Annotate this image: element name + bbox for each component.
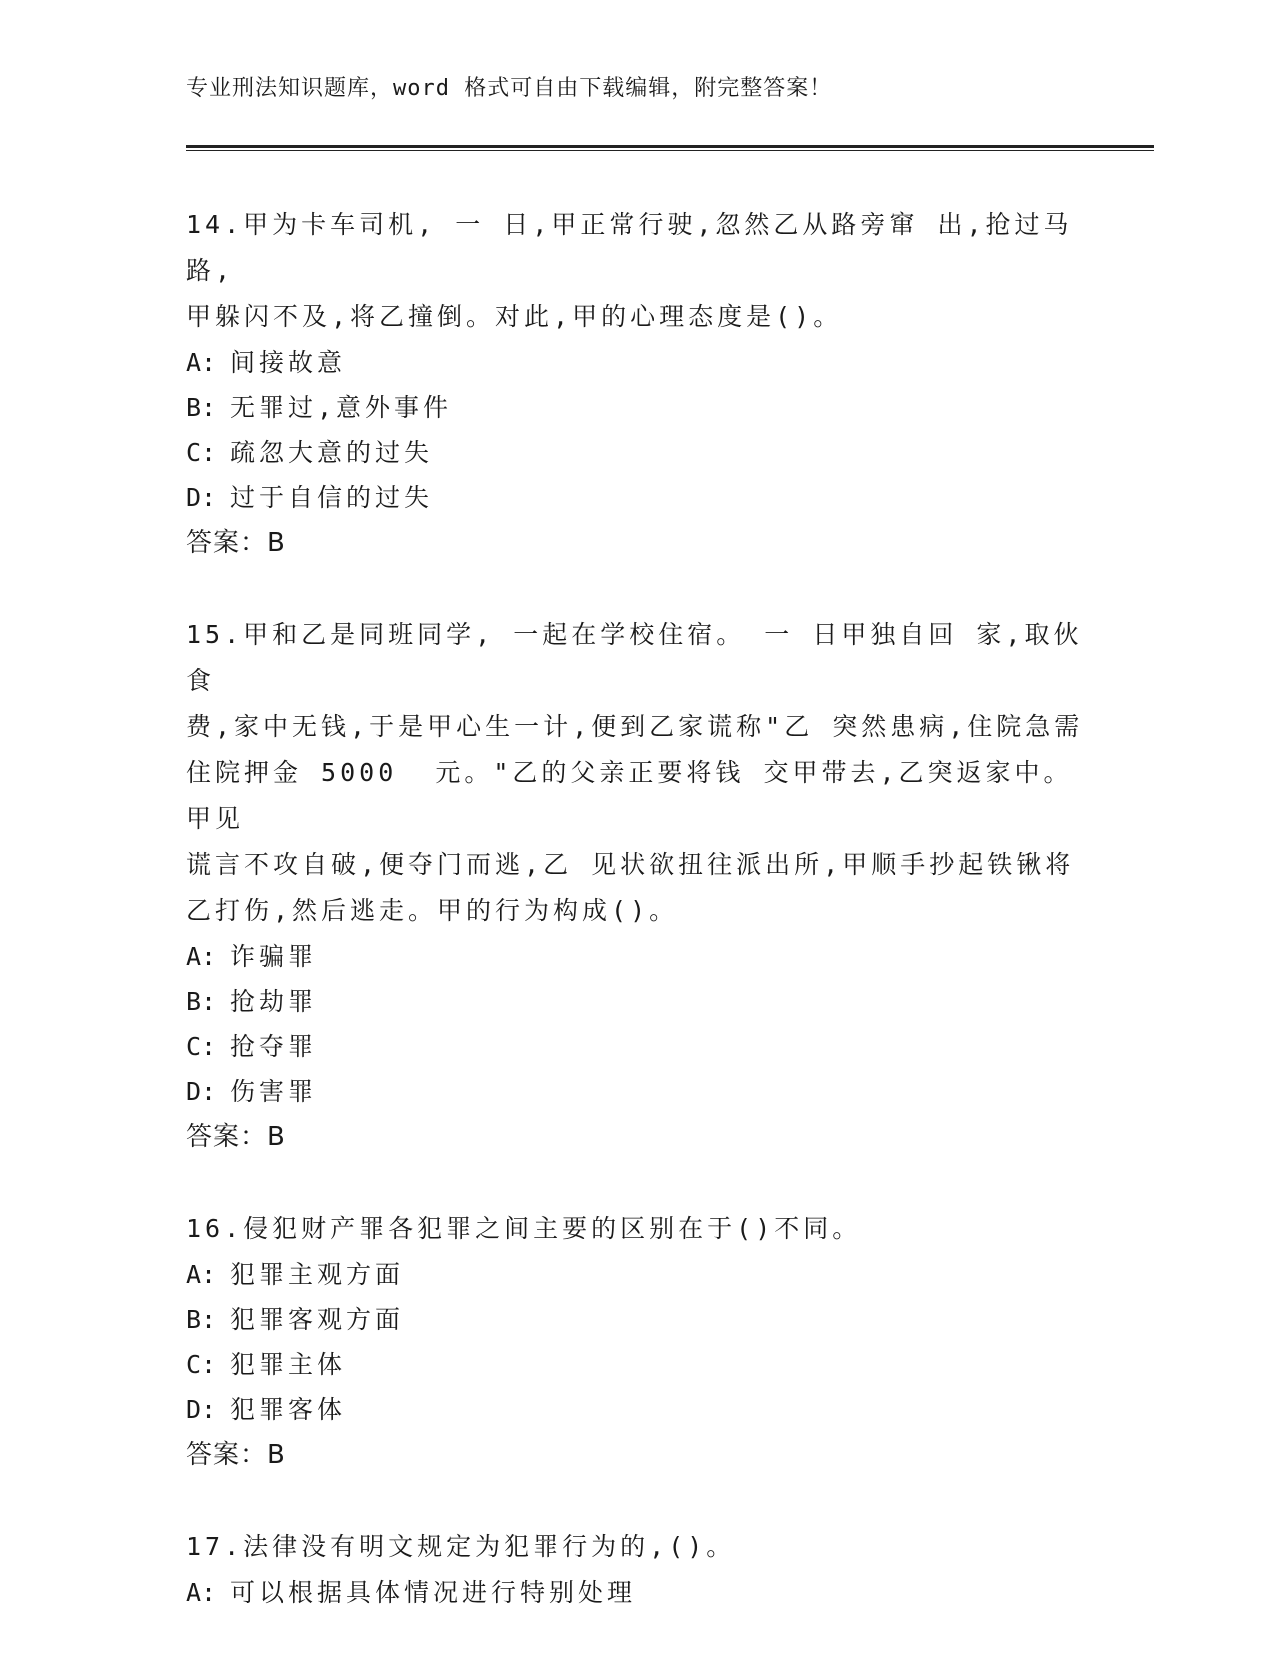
option-c [186,1024,1086,1069]
option-c [186,1342,1086,1387]
header-divider-thin [186,150,1154,151]
option-b [186,979,1086,1024]
option-key: C: [186,1350,217,1379]
option-key: D: [186,1077,217,1106]
option-key: A: [186,1260,217,1289]
question-list [186,202,1086,1661]
option-text: 抢劫罪 [230,987,318,1016]
question-stem-line: 14.甲为卡车司机, 一 日,甲正常行驶,忽然乙从路旁窜 出,抢过马路, [186,210,1073,285]
header-divider-thick [186,145,1154,148]
option-key: B: [186,393,217,422]
option-a [186,340,1086,385]
option-text: 犯罪主观方面 [230,1260,405,1289]
option-key: A: [186,1578,217,1607]
question-stem-line: 谎言不攻自破,便夺门而逃,乙 见状欲扭往派出所,甲顺手抄起铁锹将 [186,850,1075,879]
option-text: 犯罪客观方面 [230,1305,405,1334]
option-key: D: [186,483,217,512]
question-15 [186,612,1086,1160]
option-text: 抢夺罪 [230,1032,318,1061]
question-stem-line: 甲躲闪不及,将乙撞倒。对此,甲的心理态度是()。 [186,302,843,331]
option-text: 疏忽大意的过失 [230,438,434,467]
question-17 [186,1524,1086,1615]
answer-line: 答案：B [186,528,286,558]
question-stem-line: 乙打伤,然后逃走。甲的行为构成()。 [186,896,679,925]
option-key: A: [186,348,217,377]
option-a [186,1570,1086,1615]
answer-line: 答案：B [186,1122,286,1152]
question-stem-line: 费,家中无钱,于是甲心生一计,便到乙家谎称"乙 突然患病,住院急需 [186,712,1084,741]
option-d [186,1069,1086,1114]
option-text: 间接故意 [230,348,347,377]
option-text: 犯罪客体 [230,1395,347,1424]
option-key: C: [186,1032,217,1061]
option-text: 犯罪主体 [230,1350,347,1379]
option-d [186,1387,1086,1432]
page-header-title: 专业刑法知识题库，word 格式可自由下载编辑，附完整答案！ [186,76,833,101]
option-text: 可以根据具体情况进行特别处理 [230,1578,637,1607]
option-c [186,430,1086,475]
question-stem-line: 17.法律没有明文规定为犯罪行为的,()。 [186,1532,736,1561]
question-14 [186,202,1086,566]
option-a [186,934,1086,979]
option-text: 过于自信的过失 [230,483,434,512]
question-16 [186,1206,1086,1478]
option-key: B: [186,1305,217,1334]
option-d [186,475,1086,520]
option-key: D: [186,1395,217,1424]
option-key: A: [186,942,217,971]
option-a [186,1252,1086,1297]
question-stem-line: 16.侵犯财产罪各犯罪之间主要的区别在于()不同。 [186,1214,862,1243]
question-stem-line: 住院押金 5000 元。"乙的父亲正要将钱 交甲带去,乙突返家中。甲见 [186,758,1073,833]
option-key: B: [186,987,217,1016]
option-b [186,385,1086,430]
option-b [186,1297,1086,1342]
question-stem-line: 15.甲和乙是同班同学, 一起在学校住宿。 一 日甲独自回 家,取伙食 [186,620,1083,695]
option-text: 诈骗罪 [230,942,318,971]
option-key: C: [186,438,217,467]
option-text: 无罪过,意外事件 [230,393,453,422]
answer-line: 答案：B [186,1440,286,1470]
option-text: 伤害罪 [230,1077,318,1106]
